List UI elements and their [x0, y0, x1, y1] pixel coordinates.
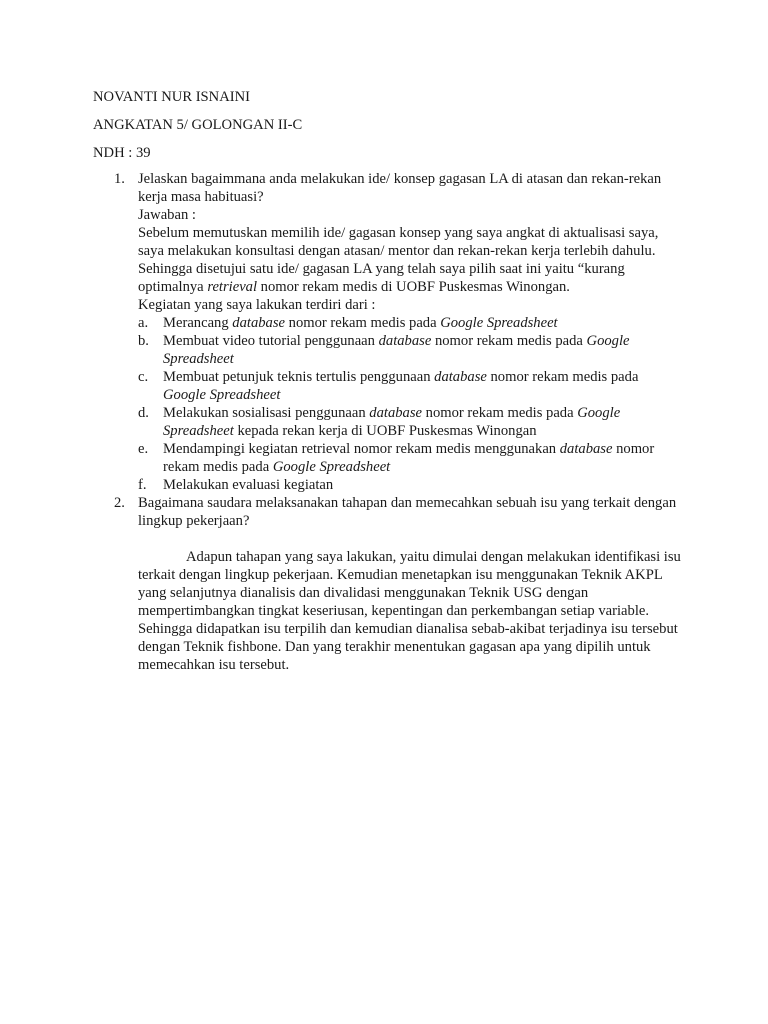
- answer-paragraph: [138, 224, 683, 296]
- list-item-italic: database: [434, 369, 487, 385]
- list-item-letter: d.: [138, 405, 149, 421]
- question-number: 1.: [114, 171, 125, 187]
- list-item-italic: Google Spreadsheet: [272, 459, 391, 475]
- list-item-italic: Google Spreadsheet: [163, 387, 281, 403]
- list-item-italic: Google Spreadsheet: [163, 405, 621, 439]
- list-item: [138, 476, 683, 494]
- list-item-letter: f.: [138, 477, 147, 493]
- list-item-letter: c.: [138, 369, 149, 385]
- list-item-letter: e.: [138, 441, 149, 457]
- activities-intro: Kegiatan yang saya lakukan terdiri dari :: [138, 297, 376, 313]
- answer-paragraph: Adapun tahapan yang saya lakukan, yaitu dimulai dengan melakukan identifikasi isu terkait dengan lingkup pekerjaan. Kemudian menetapkan isu menggunakan Teknik AKPL yang selanjutnya dianalisis dan divalidasi menggunakan Teknik USG dengan mempertimbangkan tingkat keseriusan, kepentingan dan perkembangan setiap variable. Sehingga didapatkan isu terpilih dan kemudian dianalisa sebab-akibat terjadinya isu tersebut dengan Teknik fishbone. Dan yang terakhir menentukan gagasan apa yang dipilih untuk memecahkan isu tersebut.: [138, 549, 681, 673]
- list-item: [138, 332, 683, 368]
- list-item-letter: b.: [138, 333, 149, 349]
- list-item: [138, 314, 683, 332]
- answer-italic-term: retrieval: [207, 279, 258, 295]
- list-item: [138, 440, 683, 476]
- list-item-italic: database: [378, 333, 432, 349]
- list-item-text: Merancang: [163, 315, 233, 331]
- list-item: [138, 368, 683, 404]
- list-item-italic: database: [369, 405, 422, 421]
- list-item-italic: database: [559, 441, 613, 457]
- list-item: [138, 404, 683, 440]
- list-item-text: kepada rekan kerja di UOBF Puskesmas Winongan: [233, 423, 537, 439]
- list-item-text: Melakukan evaluasi kegiatan: [163, 477, 334, 493]
- question-number: 2.: [114, 495, 125, 511]
- author-name: NOVANTI NUR ISNAINI: [93, 89, 251, 105]
- question-1: [93, 170, 683, 494]
- list-item-letter: a.: [138, 315, 149, 331]
- question-2: [93, 494, 683, 674]
- list-item-italic: database: [232, 315, 285, 331]
- question-list: [93, 170, 683, 674]
- answer-label: Jawaban :: [138, 207, 196, 223]
- list-item-italic: Google Spreadsheet: [440, 315, 558, 331]
- list-item-text: Membuat petunjuk teknis tertulis penggunaan: [163, 369, 435, 385]
- angkatan-line: ANGKATAN 5/ GOLONGAN II-C: [93, 117, 303, 133]
- list-item-text: Mendampingi kegiatan retrieval nomor rekam medis menggunakan: [163, 441, 560, 457]
- question-text: Bagaimana saudara melaksanakan tahapan dan memecahkan sebuah isu yang terkait dengan lingkup pekerjaan?: [138, 495, 677, 529]
- answer-text: Sebelum memutuskan memilih ide/ gagasan konsep yang saya angkat di aktualisasi saya, saya melakukan konsultasi dengan atasan/ mentor dan rekan-rekan kerja terlebih dahulu. Sehingga disetujui satu ide/ gagasan LA yang telah saya pilih saat ini yaitu “kurang optimalnya: [138, 225, 659, 295]
- list-item-text: nomor rekam medis pada: [285, 315, 441, 331]
- list-item-italic: Google Spreadsheet: [163, 333, 630, 367]
- answer-text: nomor rekam medis di UOBF Puskesmas Winongan.: [257, 279, 570, 295]
- list-item-text: nomor rekam medis pada: [163, 441, 655, 475]
- list-item-text: nomor rekam medis pada: [431, 333, 587, 349]
- question-text: Jelaskan bagaimmana anda melakukan ide/ konsep gagasan LA di atasan dan rekan-rekan kerja masa habituasi?: [138, 171, 662, 205]
- list-item-text: nomor rekam medis pada: [422, 405, 578, 421]
- list-item-text: Membuat video tutorial penggunaan: [163, 333, 379, 349]
- list-item-text: Melakukan sosialisasi penggunaan: [163, 405, 370, 421]
- ndh-line: NDH : 39: [93, 145, 151, 161]
- list-item-text: nomor rekam medis pada: [486, 369, 639, 385]
